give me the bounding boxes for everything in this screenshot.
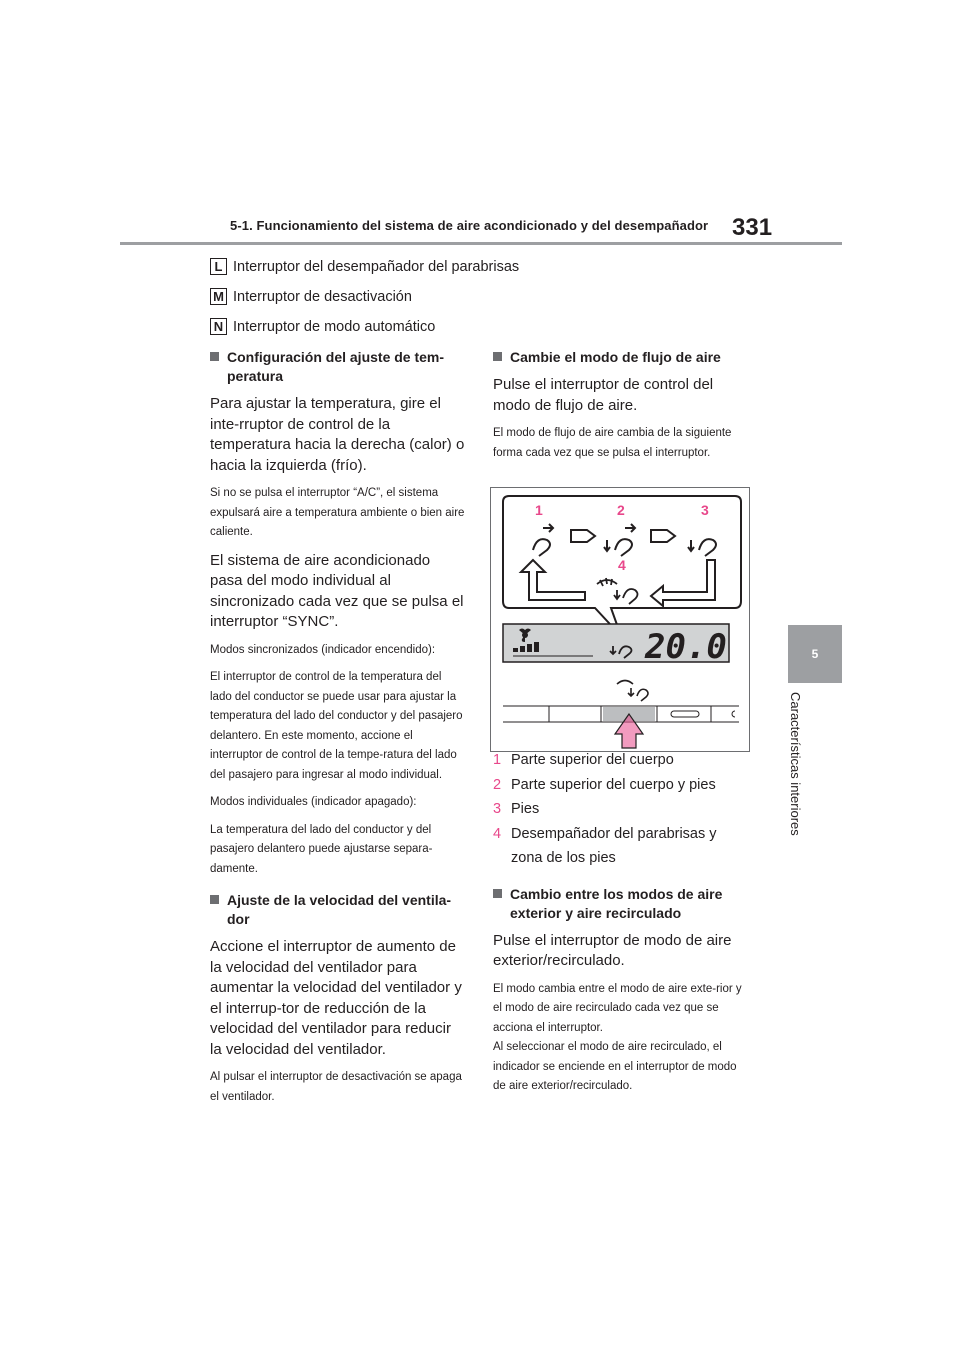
left-column (210, 348, 465, 1115)
paragraph: Para ajustar la temperatura, gire el inte-rruptor de control de la temperatura hacia la derecha (calor) o hacia la izquierda (frío). (210, 395, 465, 474)
right-column-top (493, 348, 748, 471)
chapter-tab[interactable] (788, 625, 842, 683)
note: Modos sincronizados (indicador encendido): (210, 643, 436, 656)
note: El modo de flujo de aire cambia de la siguiente forma cada vez que se pulsa el interruptor. (493, 427, 732, 459)
airflow-mode-figure (490, 487, 750, 752)
legend-item-3: 3 Pies (493, 801, 540, 817)
mode-label-4: 4 (618, 557, 626, 573)
key-text: Interruptor de desactivación (233, 288, 412, 305)
chapter-number: 5 (811, 647, 819, 661)
bullet-square-icon (493, 889, 502, 898)
temperature-heading: Configuración del ajuste de tem-peratura (210, 348, 465, 386)
flow-heading: Cambie el modo de flujo de aire (493, 348, 748, 367)
legend-item-2: 2 Parte superior del cuerpo y pies (493, 776, 716, 793)
arrow-right-icon (651, 530, 675, 542)
recirculation-heading: Cambio entre los modos de aire exterior y aire recirculado (493, 885, 748, 923)
note: El interruptor de control de la temperatura del lado del conductor se puede usar para ajustar la temperatura del lado del conductor y del pasajero delantero. En este momento, accione el interruptor de control de la tempe-ratura del lado del pasajero para ingresar al modo individual. (210, 671, 463, 781)
right-column-bottom (493, 748, 748, 1105)
fan-heading: Ajuste de la velocidad del ventila-dor (210, 891, 465, 929)
key-badge: M (210, 288, 227, 305)
mode-label-1: 1 (535, 502, 543, 518)
key-badge: L (210, 258, 227, 275)
legend-item-1: 1 Parte superior del cuerpo (493, 752, 674, 768)
header-rule (120, 242, 842, 245)
key-item-n (210, 318, 435, 335)
seat-upper-body-feet-icon (604, 524, 635, 556)
return-arrow-right-icon (651, 560, 715, 606)
bullet-square-icon (210, 895, 219, 904)
note: El modo cambia entre el modo de aire exte-rior y el modo de aire recirculado cada vez que se acciona el interruptor. (493, 982, 742, 1034)
key-badge: N (210, 318, 227, 335)
paragraph: Pulse el interruptor de control del modo de flujo de aire. (493, 376, 714, 414)
seat-feet-icon (688, 539, 716, 556)
temperature-readout: 20.0 (645, 627, 727, 667)
page-number: 331 (732, 214, 773, 241)
arrow-right-icon (571, 530, 595, 542)
paragraph: El sistema de aire acondicionado pasa del modo individual al sincronizado cada vez que se pulsa el interruptor “SYNC”. (210, 551, 464, 630)
note: Si no se pulsa el interruptor “A/C”, el sistema expulsará aire a temperatura ambiente o bien aire caliente. (210, 487, 465, 538)
key-item-m (210, 288, 412, 305)
return-arrow-left-icon (521, 560, 585, 600)
airflow-diagram (491, 488, 749, 751)
seat-upper-body-icon (533, 524, 553, 556)
mode-label-2: 2 (617, 502, 625, 518)
key-text: Interruptor del desempañador del parabrisas (233, 258, 520, 275)
key-item-l (210, 258, 519, 275)
note: Al pulsar el interruptor de desactivación se apaga el ventilador. (210, 1071, 462, 1103)
chapter-label: Características interiores (788, 692, 803, 836)
section-title: 5-1. Funcionamiento del sistema de aire acondicionado y del desempañador (230, 218, 709, 233)
defrost-feet-icon (597, 578, 638, 604)
note: Modos individuales (indicador apagado): (210, 796, 417, 808)
defrost-feet-small-icon (617, 681, 648, 702)
note: La temperatura del lado del conductor y del pasajero delantero puede ajustarse separa-damente. (210, 823, 433, 875)
paragraph: Accione el interruptor de aumento de la velocidad del ventilador para aumentar la velocidad del ventilador y el interrup-tor de reducción de la velocidad del ventilador para reducir la velocidad del ventilador. (210, 938, 462, 1058)
mode-label-3: 3 (701, 502, 709, 518)
note: Al seleccionar el modo de aire recirculado, el indicador se enciende en el interruptor de modo de aire exterior/recirculado. (493, 1041, 737, 1092)
bullet-square-icon (210, 352, 219, 361)
bullet-square-icon (493, 352, 502, 361)
key-text: Interruptor de modo automático (233, 318, 436, 335)
paragraph: Pulse el interruptor de modo de aire exterior/recirculado. (493, 931, 732, 969)
legend-item-4: 4 Desempañador del parabrisas y zona de los pies (493, 825, 717, 866)
